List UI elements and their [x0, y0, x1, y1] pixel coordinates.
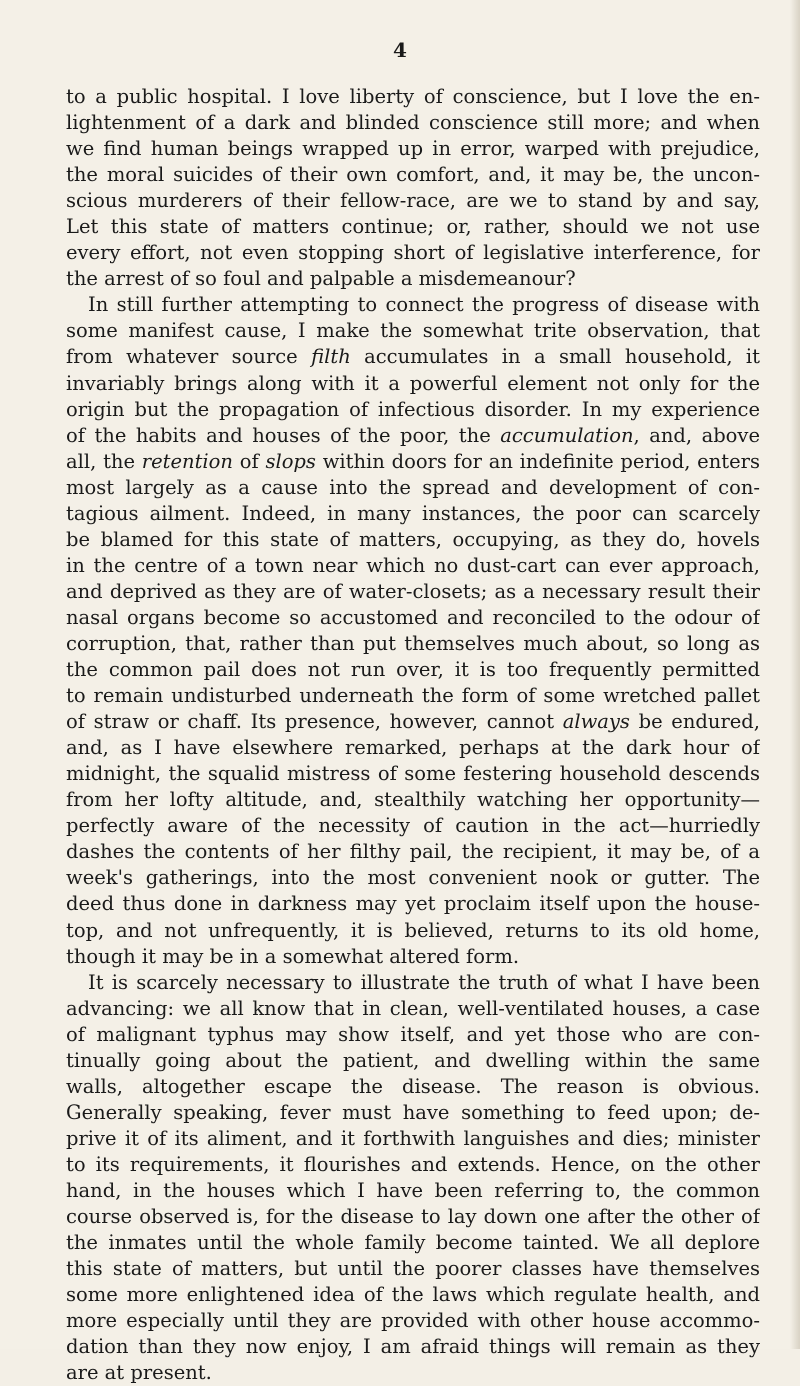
text-line: of malignant typhus may show itself, and yet those who are con-	[66, 1022, 760, 1046]
text-line: prive it of its aliment, and it forthwith languishes and dies; minister	[66, 1126, 760, 1150]
text-line: tinually going about the patient, and dwelling within the same	[66, 1048, 760, 1072]
text-line: every effort, not even stopping short of legislative interference, for	[66, 241, 760, 265]
text-line: to its requirements, it flourishes and extends. Hence, on the other	[66, 1152, 760, 1176]
text-line: It is scarcely necessary to illustrate the truth of what I have been	[88, 970, 760, 994]
text-line: origin but the propagation of infectious disorder. In my experience	[66, 397, 760, 421]
text-line: week's gatherings, into the most convenient nook or gutter. The	[66, 866, 760, 890]
text-line: tagious ailment. Indeed, in many instances, the poor can scarcely	[66, 501, 760, 525]
text-line: dashes the contents of her filthy pail, the recipient, it may be, of a	[66, 840, 760, 864]
text-line: In still further attempting to connect the progress of disease with	[88, 293, 760, 317]
text-line: most largely as a cause into the spread and development of con-	[66, 475, 760, 499]
text-line: from her lofty altitude, and, stealthily watching her opportunity—	[66, 788, 760, 812]
text-line: dation than they now enjoy, I am afraid things will remain as they	[66, 1335, 760, 1359]
text-line: hand, in the houses which I have been referring to, the common	[66, 1178, 760, 1202]
text-line: midnight, the squalid mistress of some festering household descends	[66, 762, 760, 786]
text-line: Generally speaking, fever must have something to feed upon; de-	[66, 1100, 760, 1124]
text-line: the arrest of so foul and palpable a misdemeanour?	[66, 267, 576, 291]
text-line: lightenment of a dark and blinded conscience still more; and when	[66, 111, 760, 135]
body-text	[66, 84, 760, 1386]
text-line: walls, altogether escape the disease. The reason is obvious.	[66, 1074, 760, 1098]
text-line: and deprived as they are of water-closets; as a necessary result their	[66, 579, 760, 603]
text-line: invariably brings along with it a powerful element not only for the	[66, 371, 760, 395]
text-line: we find human beings wrapped up in error, warped with prejudice,	[66, 137, 760, 161]
text-line: some manifest cause, I make the somewhat trite observation, that	[66, 319, 760, 343]
text-line: of the habits and houses of the poor, the accumulation, and, above	[66, 423, 760, 447]
text-line: be blamed for this state of matters, occupying, as they do, hovels	[66, 527, 760, 551]
text-line: corruption, that, rather than put themselves much about, so long as	[66, 631, 760, 655]
text-line: the inmates until the whole family become tainted. We all deplore	[66, 1231, 760, 1255]
text-line: and, as I have elsewhere remarked, perhaps at the dark hour of	[66, 736, 760, 760]
text-line: to remain undisturbed underneath the form of some wretched pallet	[66, 684, 760, 708]
text-line: nasal organs become so accustomed and reconciled to the odour of	[66, 605, 760, 629]
text-line: advancing: we all know that in clean, well-ventilated houses, a case	[66, 996, 760, 1020]
text-line: perfectly aware of the necessity of caution in the act—hurriedly	[66, 814, 760, 838]
text-line: are at present.	[66, 1361, 212, 1385]
text-line: to a public hospital. I love liberty of conscience, but I love the en-	[66, 85, 760, 108]
text-line: the common pail does not run over, it is too frequently permitted	[66, 658, 760, 682]
text-line: in the centre of a town near which no dust-cart can ever approach,	[66, 553, 760, 577]
text-line: course observed is, for the disease to lay down one after the other of	[66, 1205, 760, 1229]
text-line: top, and not unfrequently, it is believed, returns to its old home,	[66, 918, 760, 942]
page-number: 4	[393, 38, 407, 62]
text-line: the moral suicides of their own comfort, and, it may be, the uncon-	[66, 163, 760, 187]
text-line: this state of matters, but until the poorer classes have themselves	[66, 1257, 760, 1281]
text-line: deed thus done in darkness may yet proclaim itself upon the house-	[66, 892, 760, 916]
text-line: all, the retention of slops within doors for an indefinite period, enters	[66, 449, 760, 473]
text-line: more especially until they are provided with other house accommo-	[66, 1309, 760, 1333]
text-line: though it may be in a somewhat altered form.	[66, 944, 520, 968]
text-line: Let this state of matters continue; or, rather, should we not use	[66, 215, 760, 239]
text-line: scious murderers of their fellow-race, are we to stand by and say,	[66, 189, 760, 213]
page-edge-shadow	[790, 0, 800, 1349]
text-line: some more enlightened idea of the laws which regulate health, and	[66, 1283, 760, 1307]
text-line: from whatever source filth accumulates in a small household, it	[66, 345, 760, 369]
text-line: of straw or chaff. Its presence, however, cannot always be endured,	[66, 710, 760, 734]
